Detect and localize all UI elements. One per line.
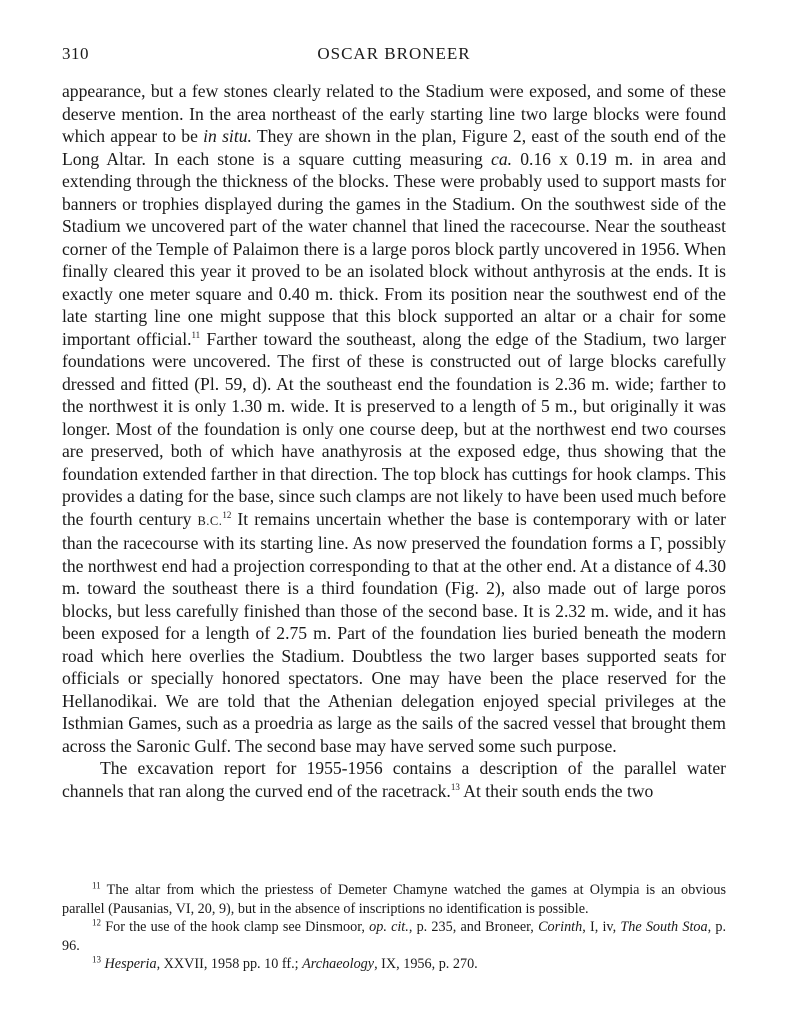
footnote-text: , p. 96.	[62, 919, 726, 954]
footnote-text: For the use of the hook clamp see Dinsmoor,	[101, 919, 370, 935]
footnotes	[62, 881, 726, 974]
era-abbreviation: B.C.	[197, 513, 223, 528]
emphasis-ca: ca.	[491, 148, 513, 169]
paragraph-2	[62, 757, 726, 802]
footnote-citation: op. cit.	[369, 919, 409, 935]
footnote-text: , p. 235, and Broneer,	[408, 919, 539, 935]
running-head	[62, 44, 726, 68]
footnote-12	[62, 918, 726, 955]
footnote-ref-13: 13	[450, 781, 460, 792]
emphasis-in-situ: in situ.	[203, 126, 252, 146]
footnote-citation: Archaeology	[302, 956, 375, 972]
footnote-text: The altar from which the priestess of Demeter Chamyne watched the games at Olympia is an obvious parallel (Pausanias, VI, 20, 9), but in the absence of inscriptions no identification is possible.	[62, 882, 726, 917]
footnote-number: 13	[92, 954, 101, 965]
paragraph-1-text-3: 0.16 x 0.19 m. in area and extending through the thickness of the blocks. These were probably used to support masts for banners or trophies displayed during the games in the Stadium. On the southwest side of the Stadium we uncovered part of the water channel that lined the racecourse. Near the southeast corner of the Temple of Palaimon there is a large poros block partly uncovered in 1956. When finally cleared this year it proved to be an isolated block without anthyrosis at the ends. It is exactly one meter square and 0.40 m. thick. From its position near the southwest end of the late starting line one might suppose that this block supported an altar or a chair for some important official.	[62, 148, 727, 349]
footnote-number: 12	[92, 917, 101, 928]
page-number: 310	[62, 44, 89, 63]
paragraph-1-text-5: It remains uncertain whether the base is contemporary with or later than the racecourse with its starting line. As now preserved the foundation forms a Γ, possibly the northwest end had a projection corresponding to that at the other end. At a distance of 4.30 m. toward the southeast there is a third foundation (Fig. 2), also made out of large poros blocks, but less carefully finished than those of the second base. It is 2.32 m. wide, and it has been exposed for a length of 2.75 m. Part of the foundation lies buried beneath the modern road which here overlies the Stadium. Doubtless the two larger bases supported seats for officials or specially honored spectators. One may have been the place reserved for the Hellanodikai. We are told that the Athenian delegation enjoyed special privileges at the Isthmian Games, such as a proedria as large as the sails of the sacred vessel that brought them across the Saronic Gulf. The second base may have served some such purpose.	[62, 508, 726, 756]
footnote-citation: Corinth	[538, 919, 583, 935]
paragraph-2-text-1: The excavation report for 1955-1956 contains a description of the parallel water channels that ran along the curved end of the racetrack.	[62, 758, 726, 801]
paragraph-2-text-2: At their south ends the two	[459, 780, 654, 801]
paragraph-1-text-1: appearance, but a few stones clearly related to the Stadium were exposed, and some of these deserve mention. In the area northeast of the early starting line two large blocks were found which appear to be	[62, 81, 726, 146]
paragraph-1-text-4: Farther toward the southeast, along the edge of the Stadium, two larger foundations were uncovered. The first of these is constructed out of large blocks carefully dressed and fitted (Pl. 59, d). At the southeast end the foundation is 2.36 m. wide; farther to the northwest it is only 1.30 m. wide. It is preserved to a length of 5 m., but originally it was longer. Most of the foundation is only one course deep, but at the northwest end two courses are preserved, both of which have anathyrosis at the exposed edge, thus showing that the foundation extended farther in that direction. The top block has cuttings for hook clamps. This provides a dating for the base, since such clamps are not likely to have been used much before the fourth century	[62, 328, 726, 529]
footnote-ref-12: 12	[222, 509, 232, 520]
paragraph-1-text-2: They are shown in the plan, Figure 2, east of the south end of the Long Altar. In each stone is a square cutting measuring	[62, 126, 726, 169]
footnote-text: , I, iv,	[582, 919, 621, 935]
footnote-text: , IX, 1956, p. 270.	[374, 956, 478, 972]
running-title: OSCAR BRONEER	[317, 44, 471, 63]
footnote-13	[62, 955, 726, 974]
footnote-citation: Hesperia	[104, 956, 157, 972]
footnote-ref-11: 11	[191, 329, 201, 340]
footnote-text: , XXVII, 1958 pp. 10 ff.;	[156, 956, 303, 972]
footnote-11	[62, 881, 726, 918]
footnote-number: 11	[92, 880, 101, 891]
body-text	[62, 80, 726, 802]
footnote-citation: The South Stoa	[620, 919, 708, 935]
paragraph-1	[62, 80, 726, 757]
